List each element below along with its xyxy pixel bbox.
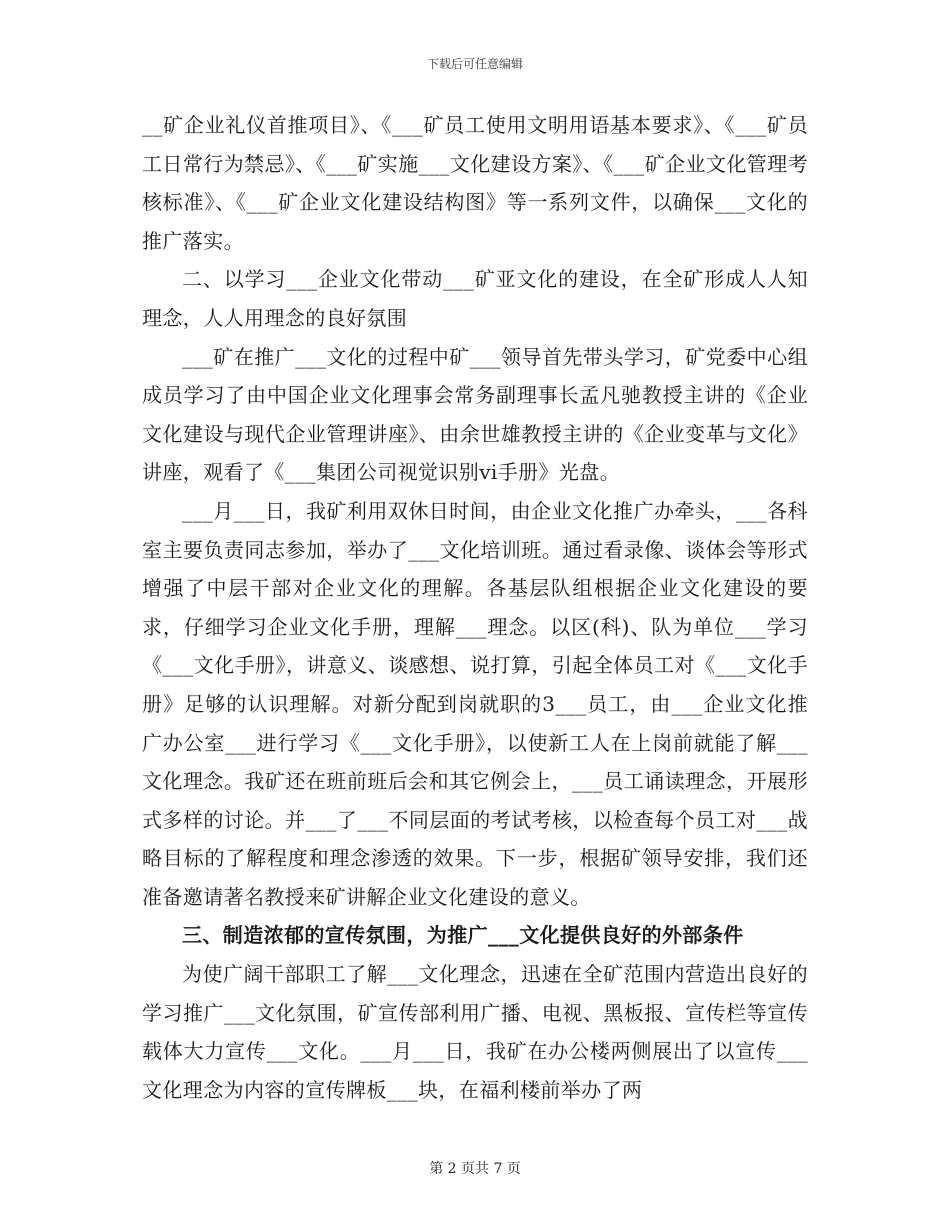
- section-heading: 二、以学习___企业文化带动___矿亚文化的建设，在全矿形成人人知理念，人人用理念的良好氛围: [142, 267, 808, 330]
- document-body: [142, 106, 808, 1109]
- page-header-note: 下载后可任意编辑: [426, 57, 523, 71]
- section-heading-bold: 三、制造浓郁的宣传氛围，为推广___文化提供良好的外部条件: [182, 923, 744, 948]
- paragraph: ___月___日，我矿利用双休日时间，由企业文化推广办牵头，___各科室主要负责同志参加，举办了___文化培训班。通过看录像、谈体会等形式增强了中层干部对企业文化的理解。各基层队组根据企业文化建设的要求，仔细学习企业文化手册，理解___理念。以区(科)、队为单位___学习《___文化手册》，讲意义、谈感想、说打算，引起全体员工对《___文化手册》足够的认识理解。对新分配到岗就职的3___员工，由___企业文化推广办公室___进行学习《___文化手册》，以使新工人在上岗前就能了解___文化理念。我矿还在班前班后会和其它例会上，___员工诵读理念，开展形式多样的讨论。并___了___不同层面的考试考核，以检查每个员工对___战略目标的了解程度和理念渗透的效果。下一步，根据矿领导安排，我们还准备邀请著名教授来矿讲解企业文化建设的意义。: [142, 498, 808, 909]
- paragraph: ___矿在推广___文化的过程中矿___领导首先带头学习，矿党委中心组成员学习了由中国企业文化理事会常务副理事长孟凡驰教授主讲的《企业文化建设与现代企业管理讲座》、由余世雄教授主讲的《企业变革与文化》讲座，观看了《___集团公司视觉识别vi手册》光盘。: [142, 344, 808, 485]
- paragraph: __矿企业礼仪首推项目》、《___矿员工使用文明用语基本要求》、《___矿员工日常行为禁忌》、《___矿实施___文化建设方案》、《___矿企业文化管理考核标准》、《___矿企业文化建设结构图》等一系列文件，以确保___文化的推广落实。: [142, 113, 808, 253]
- page-number-footer: 第 2 页共 7 页: [429, 1161, 521, 1177]
- paragraph: 为使广阔干部职工了解___文化理念，迅速在全矿范围内营造出良好的学习推广___文化氛围，矿宣传部利用广播、电视、黑板报、宣传栏等宣传载体大力宣传___文化。___月___日，我矿在办公楼两侧展出了以宣传___文化理念为内容的宣传牌板___块，在福利楼前举办了两: [142, 962, 808, 1102]
